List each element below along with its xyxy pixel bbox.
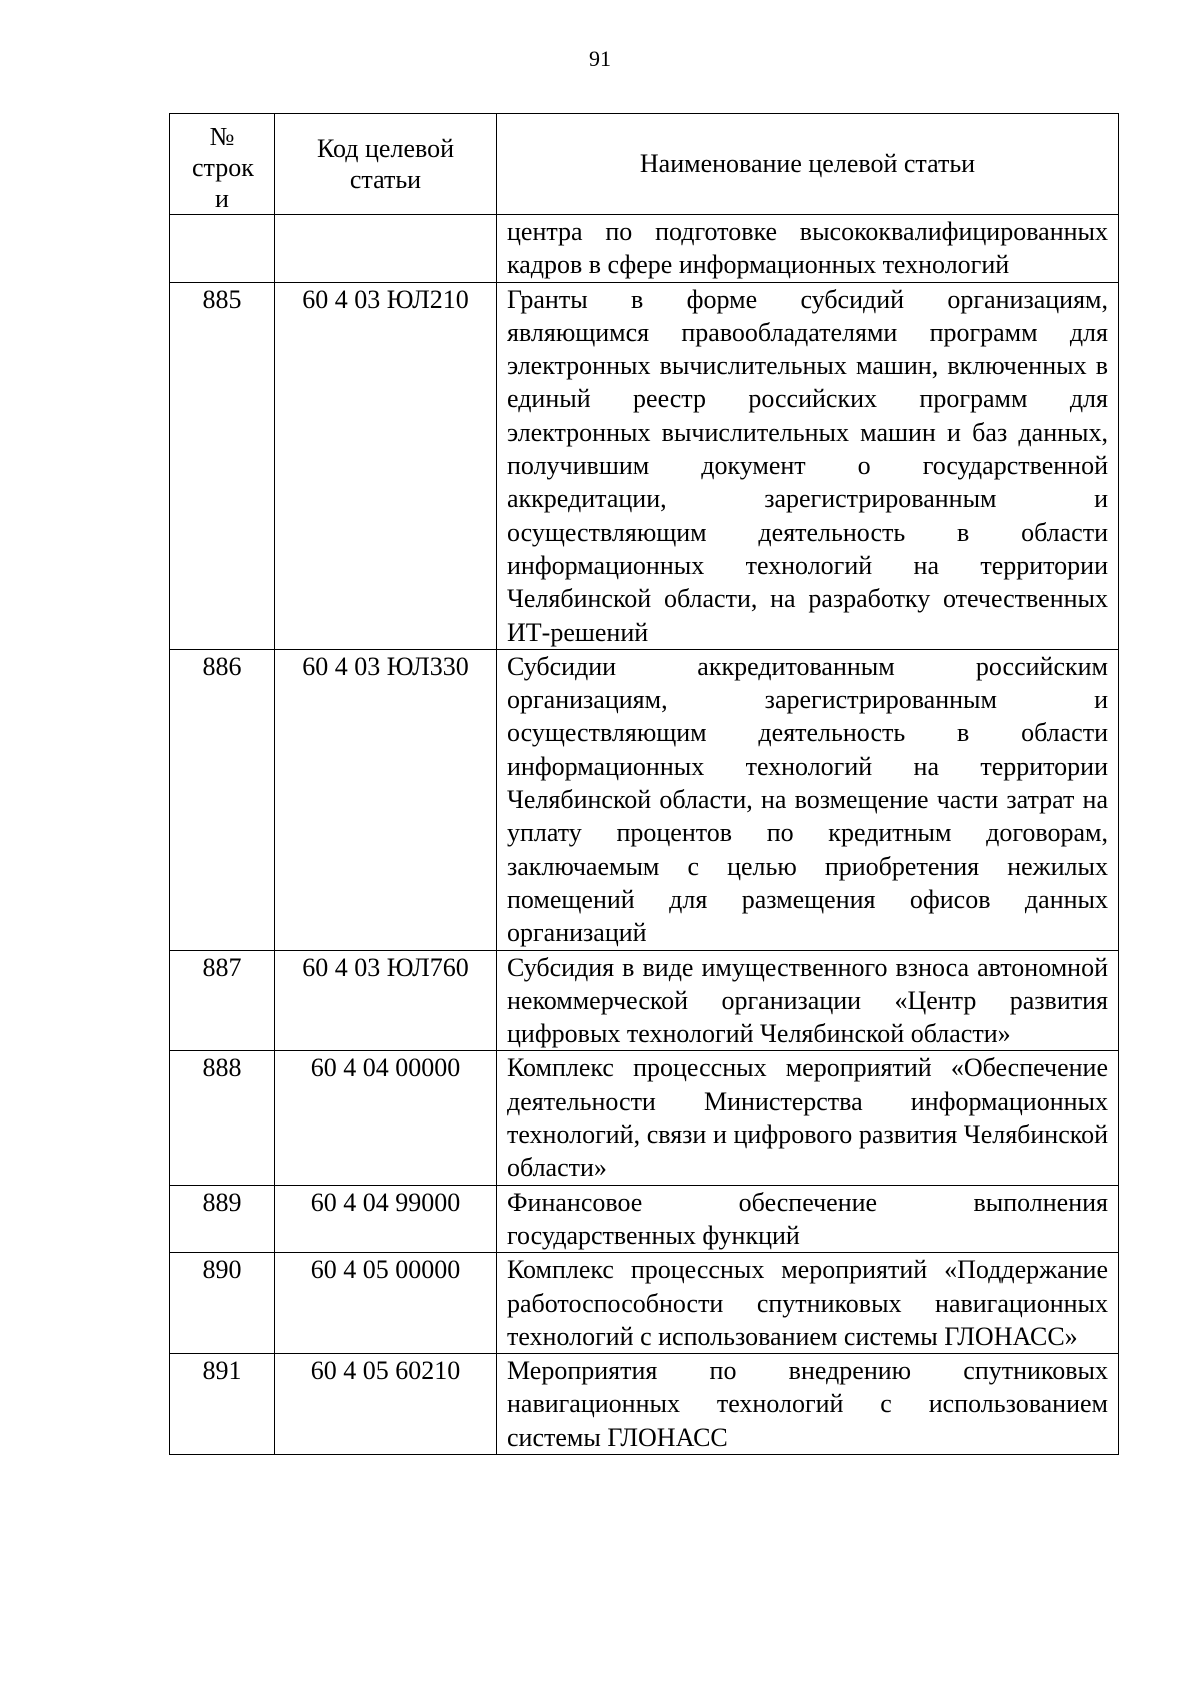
row-number-cell: 890 bbox=[170, 1253, 275, 1354]
target-name-cell: Субсидия в виде имущественного взноса автономной некоммерческой организации «Центр развития цифровых технологий Челябинской области» bbox=[497, 950, 1119, 1051]
row-number-cell: 891 bbox=[170, 1354, 275, 1455]
target-name-cell: Субсидии аккредитованным российским организациям, зарегистрированным и осуществляющим деятельность в области информационных технологий на территории Челябинской области, на возмещение части затрат на уплату процентов по кредитным договорам, заключаемым с целью приобретения нежилых помещений для размещения офисов данных организаций bbox=[497, 649, 1119, 950]
row-number-cell: 886 bbox=[170, 649, 275, 950]
header-row-number: № строк и bbox=[170, 114, 275, 215]
target-code-cell: 60 4 04 99000 bbox=[275, 1185, 497, 1253]
target-name-cell: Финансовое обеспечение выполнения государственных функций bbox=[497, 1185, 1119, 1253]
table-row bbox=[170, 215, 1119, 283]
row-number-cell: 889 bbox=[170, 1185, 275, 1253]
target-code-cell: 60 4 05 00000 bbox=[275, 1253, 497, 1354]
table-header-row bbox=[170, 114, 1119, 215]
target-name-cell: Мероприятия по внедрению спутниковых навигационных технологий с использованием системы ГЛОНАСС bbox=[497, 1354, 1119, 1455]
target-code-cell: 60 4 04 00000 bbox=[275, 1051, 497, 1185]
table-row bbox=[170, 950, 1119, 1051]
table-row bbox=[170, 1354, 1119, 1455]
header-code: Код целевой статьи bbox=[275, 114, 497, 215]
table-row bbox=[170, 1051, 1119, 1185]
row-number-cell: 888 bbox=[170, 1051, 275, 1185]
row-number-cell: 887 bbox=[170, 950, 275, 1051]
row-number-cell bbox=[170, 215, 275, 283]
table-row bbox=[170, 649, 1119, 950]
target-code-cell: 60 4 03 ЮЛ330 bbox=[275, 649, 497, 950]
table-row bbox=[170, 1253, 1119, 1354]
target-articles-table bbox=[169, 113, 1119, 1455]
target-code-cell: 60 4 03 ЮЛ760 bbox=[275, 950, 497, 1051]
target-code-cell bbox=[275, 215, 497, 283]
target-code-cell: 60 4 05 60210 bbox=[275, 1354, 497, 1455]
table-row bbox=[170, 1185, 1119, 1253]
row-number-cell: 885 bbox=[170, 282, 275, 649]
table-row bbox=[170, 282, 1119, 649]
page-number: 91 bbox=[589, 46, 611, 71]
target-name-cell: Гранты в форме субсидий организациям, являющимся правообладателями программ для электронных вычислительных машин, включенных в единый реестр российских программ для электронных вычислительных машин и баз данных, получившим документ о государственной аккредитации, зарегистрированным и осуществляющим деятельность в области информационных технологий на территории Челябинской области, на разработку отечественных ИТ-решений bbox=[497, 282, 1119, 649]
target-name-cell: Комплекс процессных мероприятий «Обеспечение деятельности Министерства информационных технологий, связи и цифрового развития Челябинской области» bbox=[497, 1051, 1119, 1185]
target-code-cell: 60 4 03 ЮЛ210 bbox=[275, 282, 497, 649]
target-name-cell: Комплекс процессных мероприятий «Поддержание работоспособности спутниковых навигационных технологий с использованием системы ГЛОНАСС» bbox=[497, 1253, 1119, 1354]
target-name-cell: центра по подготовке высококвалифицированных кадров в сфере информационных технологий bbox=[497, 215, 1119, 283]
header-name: Наименование целевой статьи bbox=[497, 114, 1119, 215]
